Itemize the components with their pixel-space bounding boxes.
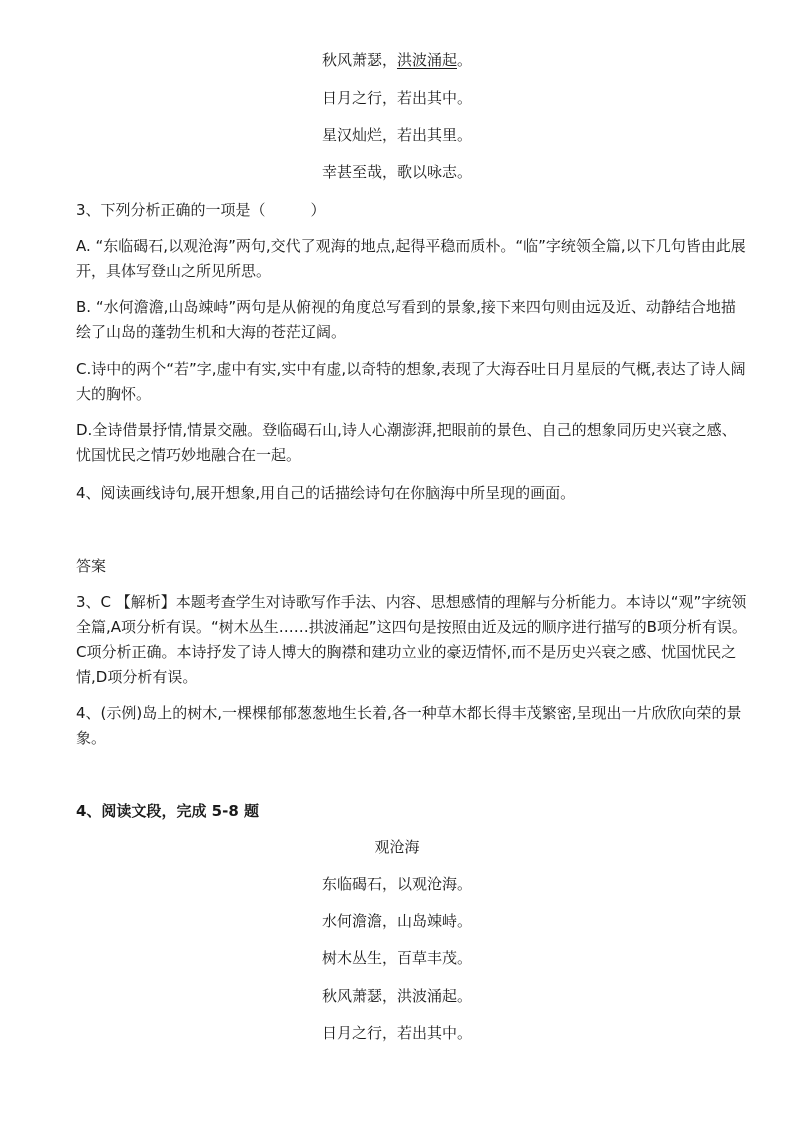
answer-3: 3、C 【解析】本题考查学生对诗歌写作手法、内容、思想感情的理解与分析能力。本诗以“观”字统领全篇,A项分析有误。“树木丛生……拱波涌起”这四句是按照由近及远的顺序进行描写的B项分析有误。C项分析正确。本诗抒发了诗人博大的胸襟和建功立业的豪迈情怀,而不是历史兴衰之感、忧国忧民之情,D项分析有误。	[76, 593, 747, 686]
section-poem-line: 水何澹澹，山岛竦峙。	[321, 912, 472, 930]
question-4-stem: 4、阅读画线诗句,展开想象,用自己的话描绘诗句在你脑海中所呈现的画面。	[76, 484, 576, 502]
question-3-option-d: D.全诗借景抒情,情景交融。登临碣石山,诗人心潮澎湃,把眼前的景色、自己的想象同历史兴衰之感、忧国忧民之情巧妙地融合在一起。	[76, 421, 737, 464]
underlined-phrase: 洪波涌起	[396, 51, 457, 69]
section-heading: 4、阅读文段，完成 5-8 题	[76, 802, 259, 820]
poem-line-4: 幸甚至哉，歌以咏志。	[321, 163, 472, 181]
poem-line-3: 星汉灿烂，若出其里。	[321, 126, 472, 144]
poem-title: 观沧海	[374, 838, 420, 856]
question-3-option-b: B. “水何澹澹,山岛竦峙”两句是从俯视的角度总写看到的景象,接下来四句则由远及近、动静结合地描绘了山岛的蓬勃生机和大海的苍茫辽阔。	[76, 298, 736, 341]
poem-line-1-end: 。	[457, 51, 473, 69]
section-poem-line: 东临碣石，以观沧海。	[321, 875, 472, 893]
poem-line-1-plain: 秋风萧瑟，	[321, 51, 397, 69]
section-poem-line: 日月之行，若出其中。	[321, 1024, 472, 1042]
question-3-option-a: A. “东临碣石,以观沧海”两句,交代了观海的地点,起得平稳而质朴。“临”字统领全篇,以下几句皆由此展开，具体写登山之所见所思。	[76, 237, 746, 280]
question-3-stem: 3、下列分析正确的一项是（ ）	[76, 201, 326, 219]
section-poem-line: 树木丛生，百草丰茂。	[321, 949, 472, 967]
question-3-option-c: C.诗中的两个“若”字,虚中有实,实中有虚,以奇特的想象,表现了大海吞吐日月星辰的气概,表达了诗人阔大的胸怀。	[76, 360, 746, 403]
poem-line-1	[0, 50, 794, 70]
section-poem-line: 秋风萧瑟，洪波涌起。	[321, 987, 472, 1005]
poem-line-2: 日月之行，若出其中。	[321, 89, 472, 107]
answers-heading: 答案	[76, 557, 107, 575]
answer-4: 4、(示例)岛上的树木,一棵棵郁郁葱葱地生长着,各一种草木都长得丰茂繁密,呈现出一片欣欣向荣的景象。	[76, 704, 742, 747]
